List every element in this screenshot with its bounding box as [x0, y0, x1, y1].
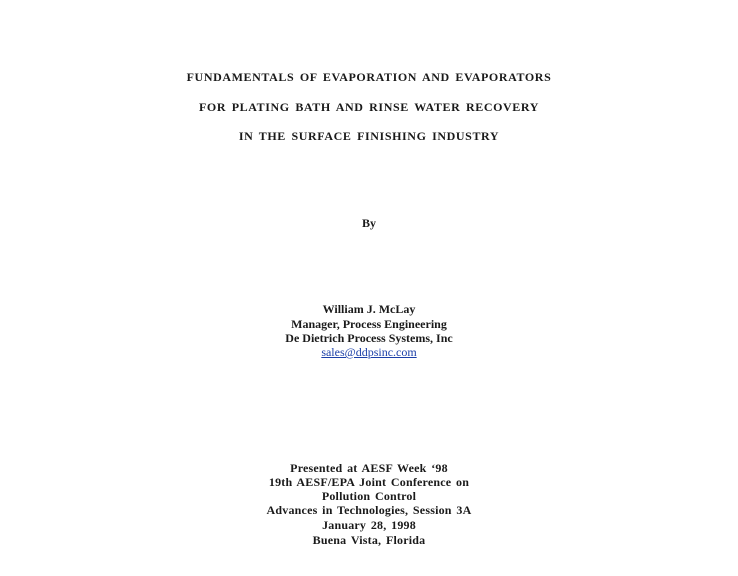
presentation-line-4: Advances in Technologies, Session 3A: [266, 503, 472, 517]
presentation-date: January 28, 1998: [322, 518, 416, 532]
author-company: De Dietrich Process Systems, Inc: [285, 331, 453, 345]
author-position: Manager, Process Engineering: [291, 317, 447, 331]
author-email-link[interactable]: sales@ddpsinc.com: [321, 345, 417, 359]
presentation-line-3: Pollution Control: [321, 489, 417, 503]
presentation-line-1: Presented at AESF Week ‘98: [290, 461, 448, 475]
title-line-1: FUNDAMENTALS OF EVAPORATION AND EVAPORATORS: [186, 70, 552, 84]
author-email-row: [0, 345, 738, 360]
byline: By: [361, 216, 376, 230]
title-line-2: FOR PLATING BATH AND RINSE WATER RECOVERY: [199, 100, 539, 114]
presentation-line-2: 19th AESF/EPA Joint Conference on: [268, 475, 470, 489]
title-line-3: IN THE SURFACE FINISHING INDUSTRY: [238, 129, 500, 143]
author-name: William J. McLay: [322, 302, 416, 316]
presentation-location: Buena Vista, Florida: [312, 533, 426, 547]
